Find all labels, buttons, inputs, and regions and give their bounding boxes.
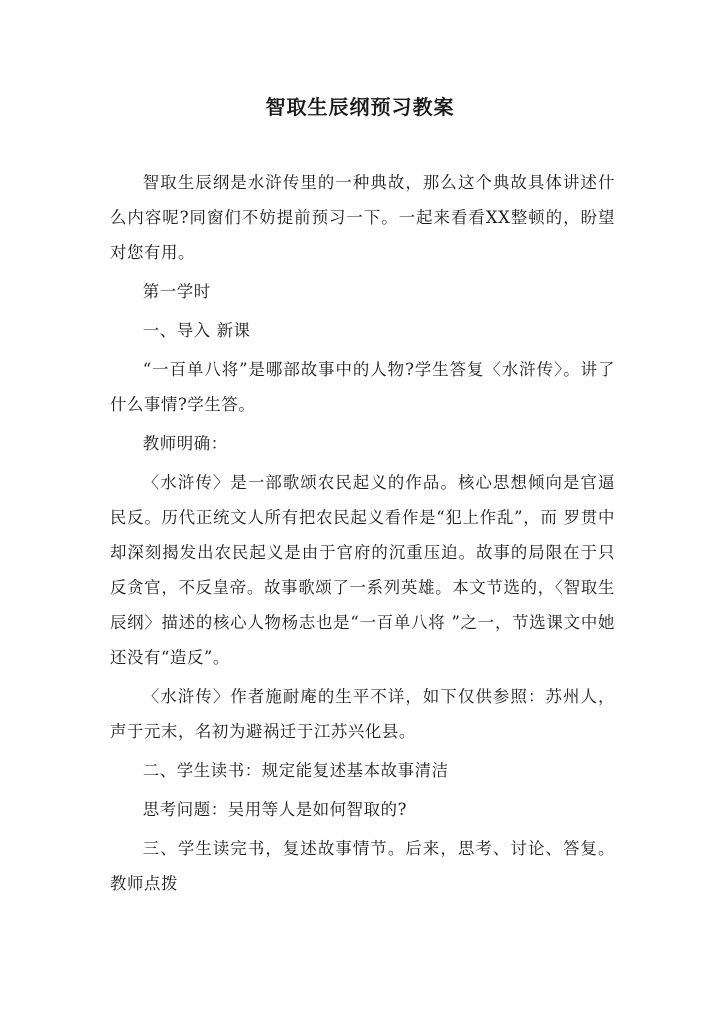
paragraph-teacher-clarify: 教师明确：	[142, 434, 228, 453]
paragraph-think-question: 思考问题：吴用等人是如何智取的?	[142, 800, 408, 819]
paragraph-book-theme: 〈水浒传〉是一部歌颂农民起义的作品。核心思想倾向是官逼民反。历代正统文人所有把农民起义看作是“犯上作乱”，而 罗贯中却深刻揭发出农民起义是由于官府的沉重压迫。故事的局限在于只反贪官，不反皇帝。故事歌颂了一系列英雄。本文节选的，〈智取生辰纲〉描述的核心人物杨志也是“一百单八将 ”之一，节选课文中她还没有“造反”。	[110, 473, 615, 667]
paragraph-author: 〈水浒传〉作者施耐庵的生平不详，如下仅供参照：苏州人，声于元末，名初为避祸迁于江苏兴化县。	[110, 687, 615, 741]
paragraph-section-three: 三、学生读完书，复述故事情节。后来，思考、讨论、答复。教师点拨	[110, 839, 615, 893]
paragraph-section-two: 二、学生读书：规定能复述基本故事清洁	[142, 761, 449, 780]
paragraph-question: “一百单八将”是哪部故事中的人物?学生答复〈水浒传〉。讲了什么事情?学生答。	[110, 360, 615, 414]
paragraph-section-one: 一、导入 新课	[142, 321, 251, 340]
document-body	[110, 165, 615, 901]
document-title: 智取生辰纲预习教案	[265, 95, 455, 119]
paragraph-lesson-heading: 第一学时	[142, 282, 211, 301]
paragraph-intro: 智取生辰纲是水浒传里的一种典故，那么这个典故具体讲述什么内容呢?同窗们不妨提前预习一下。一起来看看XX整顿的，盼望对您有用。	[110, 173, 615, 262]
